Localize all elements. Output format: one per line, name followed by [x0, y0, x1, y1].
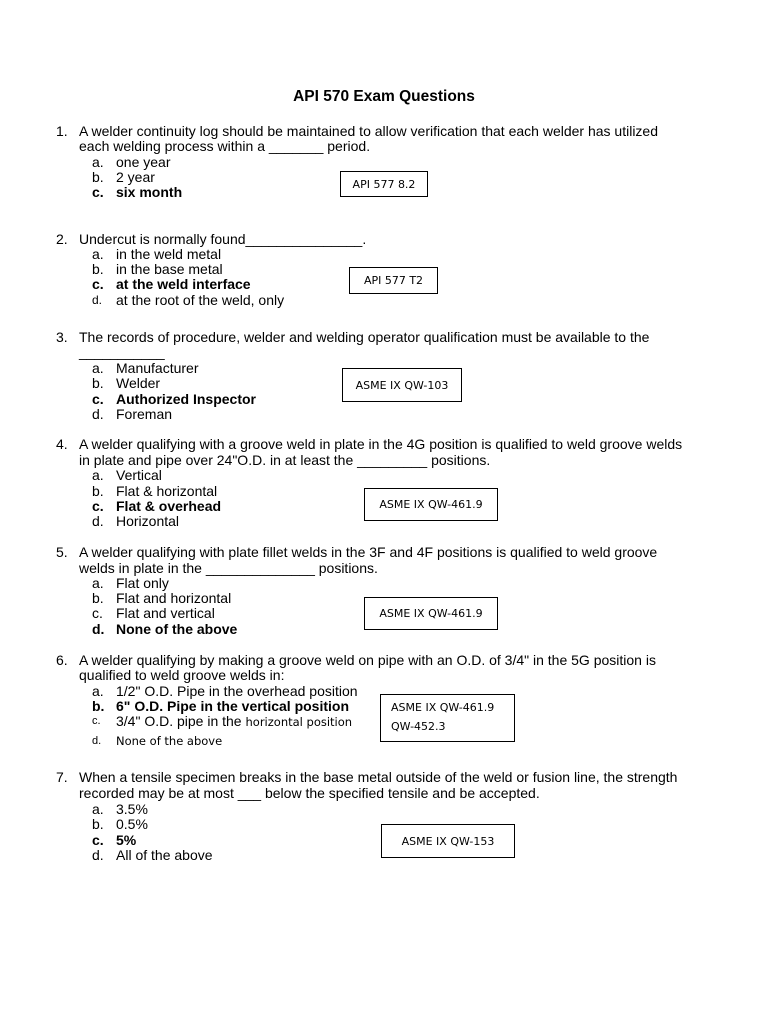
correct-answer: Flat & overhead — [116, 498, 222, 514]
option-letter: d. — [92, 621, 105, 637]
option-text: Welder — [116, 375, 161, 391]
question-number: 7. — [56, 769, 68, 785]
option-text: Flat and vertical — [116, 605, 215, 621]
option-letter: b. — [92, 483, 104, 499]
question-text: welds in plate in the ______________ positions. — [79, 560, 378, 576]
reference-box: ASME IX QW-153 — [381, 824, 515, 858]
option-letter: b. — [92, 816, 104, 832]
option-text: 2 year — [116, 169, 155, 185]
option-text — [116, 714, 352, 731]
page-title: API 570 Exam Questions — [293, 88, 475, 105]
option-letter: a. — [92, 575, 104, 591]
option-letter: c. — [92, 605, 103, 621]
option-text: Flat & horizontal — [116, 483, 218, 499]
option-letter: a. — [92, 360, 104, 376]
reference-box: ASME IX QW-461.9 — [364, 488, 498, 521]
option-letter: c. — [92, 184, 104, 200]
correct-answer: None of the above — [116, 621, 238, 637]
option-text: 3.5% — [116, 801, 148, 817]
reference-line: QW-452.3 — [391, 720, 446, 733]
question-number: 4. — [56, 436, 68, 452]
option-text: Manufacturer — [116, 360, 199, 376]
question-number: 6. — [56, 652, 68, 668]
option-text: in the weld metal — [116, 246, 222, 262]
reference-line: ASME IX QW-461.9 — [391, 701, 495, 714]
option-text-small: horizontal position — [245, 715, 353, 729]
question-text: A welder continuity log should be maintained to allow verification that each welder has utilized — [79, 123, 659, 139]
option-letter: a. — [92, 154, 104, 170]
option-letter: c. — [92, 715, 101, 727]
option-letter: b. — [92, 169, 104, 185]
option-letter: c. — [92, 276, 104, 292]
option-letter: d. — [92, 293, 103, 307]
correct-answer: six month — [116, 184, 183, 200]
option-letter: a. — [92, 467, 104, 483]
option-text: All of the above — [116, 847, 213, 863]
question-text: in plate and pipe over 24"O.D. in at least the _________ positions. — [79, 452, 491, 468]
option-text: 0.5% — [116, 816, 148, 832]
reference-box: ASME IX QW-461.9 — [364, 597, 498, 630]
question-text: When a tensile specimen breaks in the base metal outside of the weld or fusion line, the strength — [79, 769, 678, 785]
correct-answer: 5% — [116, 832, 137, 848]
reference-box: API 577 T2 — [349, 267, 438, 294]
option-letter: b. — [92, 590, 104, 606]
option-text: Vertical — [116, 467, 162, 483]
question-text: A welder qualifying by making a groove weld on pipe with an O.D. of 3/4" in the 5G position is — [79, 652, 656, 668]
option-text: Horizontal — [116, 513, 180, 529]
option-letter: d. — [92, 847, 104, 863]
question-text: A welder qualifying with a groove weld in plate in the 4G position is qualified to weld groove welds — [79, 436, 683, 452]
option-text: None of the above — [116, 734, 223, 748]
option-letter: d. — [92, 513, 104, 529]
option-letter: b. — [92, 261, 104, 277]
option-letter: a. — [92, 801, 104, 817]
option-letter: d. — [92, 406, 104, 422]
question-text: Undercut is normally found_______________. — [79, 231, 367, 247]
question-number: 2. — [56, 231, 68, 247]
option-text: one year — [116, 154, 171, 170]
question-text: ___________ — [79, 344, 165, 360]
option-letter: d. — [92, 735, 102, 747]
correct-answer: at the weld interface — [116, 276, 251, 292]
option-text: in the base metal — [116, 261, 223, 277]
option-letter: b. — [92, 375, 104, 391]
option-letter: c. — [92, 391, 104, 407]
question-number: 3. — [56, 329, 68, 345]
option-text: Foreman — [116, 406, 173, 422]
question-number: 1. — [56, 123, 68, 139]
option-text-main: 3/4" O.D. pipe in the — [116, 713, 246, 729]
option-letter: b. — [92, 698, 105, 714]
option-text: 1/2" O.D. Pipe in the overhead position — [116, 683, 358, 699]
option-letter: c. — [92, 832, 104, 848]
question-text: each welding process within a _______ period. — [79, 138, 371, 154]
correct-answer: Authorized Inspector — [116, 391, 257, 407]
option-text: Flat only — [116, 575, 169, 591]
question-text: recorded may be at most ___ below the specified tensile and be accepted. — [79, 785, 540, 801]
option-text: Flat and horizontal — [116, 590, 232, 606]
option-letter: a. — [92, 683, 104, 699]
question-text: The records of procedure, welder and welding operator qualification must be available to the — [79, 329, 650, 345]
option-text: at the root of the weld, only — [116, 292, 285, 308]
correct-answer: 6" O.D. Pipe in the vertical position — [116, 698, 350, 714]
option-letter: a. — [92, 246, 104, 262]
reference-box: ASME IX QW-103 — [342, 368, 462, 402]
question-text: qualified to weld groove welds in: — [79, 667, 285, 683]
reference-box: API 577 8.2 — [340, 171, 428, 197]
option-letter: c. — [92, 498, 104, 514]
reference-box — [380, 694, 515, 742]
question-number: 5. — [56, 544, 68, 560]
question-text: A welder qualifying with plate fillet welds in the 3F and 4F positions is qualified to weld groove — [79, 544, 658, 560]
